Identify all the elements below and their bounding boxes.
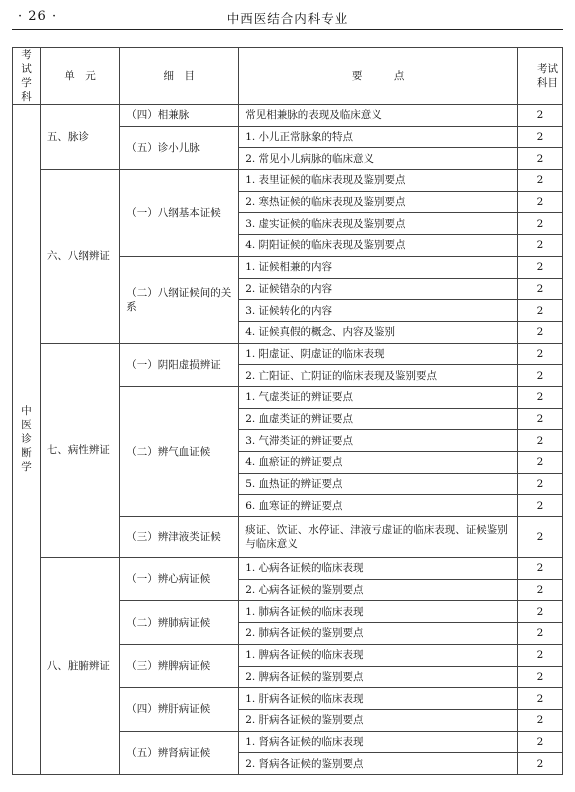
detail-cell: （四）辨肝病证候 bbox=[120, 688, 239, 731]
point-cell: 2. 肾病各证候的鉴别要点 bbox=[239, 753, 518, 775]
point-cell: 1. 气虚类证的辨证要点 bbox=[239, 386, 518, 408]
point-cell: 3. 气滞类证的辨证要点 bbox=[239, 430, 518, 452]
exam-cell: 2 bbox=[517, 709, 562, 731]
table-row bbox=[13, 170, 563, 192]
exam-cell: 2 bbox=[517, 321, 562, 343]
exam-cell: 2 bbox=[517, 365, 562, 387]
point-cell: 2. 心病各证候的鉴别要点 bbox=[239, 579, 518, 601]
detail-cell: （三）辨脾病证候 bbox=[120, 644, 239, 687]
exam-cell: 2 bbox=[517, 473, 562, 495]
exam-cell: 2 bbox=[517, 148, 562, 170]
point-cell: 2. 脾病各证候的鉴别要点 bbox=[239, 666, 518, 688]
detail-cell: （五）诊小儿脉 bbox=[120, 126, 239, 169]
point-cell: 1. 脾病各证候的临床表现 bbox=[239, 644, 518, 666]
unit-cell: 八、脏腑辨证 bbox=[40, 558, 119, 775]
point-cell: 3. 虚实证候的临床表现及鉴别要点 bbox=[239, 213, 518, 235]
point-cell: 痰证、饮证、水停证、津液亏虚证的临床表现、证候鉴别与临床意义 bbox=[239, 517, 518, 558]
unit-cell: 五、脉诊 bbox=[40, 105, 119, 170]
exam-cell: 2 bbox=[517, 213, 562, 235]
point-cell: 2. 证候错杂的内容 bbox=[239, 278, 518, 300]
exam-cell: 2 bbox=[517, 623, 562, 645]
point-cell: 6. 血寒证的辨证要点 bbox=[239, 495, 518, 517]
column-header-subject: 考试 学科 bbox=[13, 48, 41, 105]
column-header-exam: 考试 科目 bbox=[517, 48, 562, 105]
table-row bbox=[13, 343, 563, 365]
exam-cell: 2 bbox=[517, 495, 562, 517]
exam-cell: 2 bbox=[517, 408, 562, 430]
point-cell: 1. 证候相兼的内容 bbox=[239, 256, 518, 278]
point-cell: 2. 寒热证候的临床表现及鉴别要点 bbox=[239, 191, 518, 213]
detail-cell: （四）相兼脉 bbox=[120, 105, 239, 127]
point-cell: 2. 肝病各证候的鉴别要点 bbox=[239, 709, 518, 731]
exam-cell: 2 bbox=[517, 579, 562, 601]
point-cell: 1. 心病各证候的临床表现 bbox=[239, 558, 518, 580]
exam-cell: 2 bbox=[517, 731, 562, 753]
exam-cell: 2 bbox=[517, 191, 562, 213]
exam-cell: 2 bbox=[517, 430, 562, 452]
point-cell: 2. 亡阳证、亡阴证的临床表现及鉴别要点 bbox=[239, 365, 518, 387]
exam-cell: 2 bbox=[517, 386, 562, 408]
exam-cell: 2 bbox=[517, 666, 562, 688]
exam-cell: 2 bbox=[517, 105, 562, 127]
syllabus-table bbox=[12, 47, 563, 775]
subject-cell: 中 医 诊 断 学 bbox=[13, 105, 41, 775]
point-cell: 2. 常见小儿病脉的临床意义 bbox=[239, 148, 518, 170]
detail-cell: （三）辨津液类证候 bbox=[120, 517, 239, 558]
exam-cell: 2 bbox=[517, 170, 562, 192]
exam-cell: 2 bbox=[517, 601, 562, 623]
point-cell: 2. 肺病各证候的鉴别要点 bbox=[239, 623, 518, 645]
point-cell: 3. 证候转化的内容 bbox=[239, 300, 518, 322]
detail-cell: （一）八纲基本证候 bbox=[120, 170, 239, 257]
detail-cell: （五）辨肾病证候 bbox=[120, 731, 239, 774]
exam-cell: 2 bbox=[517, 452, 562, 474]
point-cell: 1. 肾病各证候的临床表现 bbox=[239, 731, 518, 753]
exam-cell: 2 bbox=[517, 278, 562, 300]
detail-cell: （二）辨气血证候 bbox=[120, 386, 239, 516]
column-header-detail: 细 目 bbox=[120, 48, 239, 105]
header-rule bbox=[12, 29, 563, 30]
exam-cell: 2 bbox=[517, 753, 562, 775]
exam-cell: 2 bbox=[517, 126, 562, 148]
point-cell: 4. 阴阳证候的临床表现及鉴别要点 bbox=[239, 235, 518, 257]
detail-cell: （一）阴阳虚损辨证 bbox=[120, 343, 239, 386]
point-cell: 4. 血瘀证的辨证要点 bbox=[239, 452, 518, 474]
unit-cell: 六、八纲辨证 bbox=[40, 170, 119, 344]
page-number: · 26 · bbox=[18, 9, 58, 24]
exam-cell: 2 bbox=[517, 688, 562, 710]
table-row bbox=[13, 105, 563, 127]
detail-cell: （二）八纲证候间的关系 bbox=[120, 256, 239, 343]
point-cell: 1. 肝病各证候的临床表现 bbox=[239, 688, 518, 710]
detail-cell: （一）辨心病证候 bbox=[120, 558, 239, 601]
exam-cell: 2 bbox=[517, 300, 562, 322]
point-cell: 1. 表里证候的临床表现及鉴别要点 bbox=[239, 170, 518, 192]
point-cell: 4. 证候真假的概念、内容及鉴别 bbox=[239, 321, 518, 343]
column-header-points: 要 点 bbox=[239, 48, 518, 105]
exam-cell: 2 bbox=[517, 256, 562, 278]
point-cell: 1. 阳虚证、阴虚证的临床表现 bbox=[239, 343, 518, 365]
table-row bbox=[13, 558, 563, 580]
point-cell: 1. 小儿正常脉象的特点 bbox=[239, 126, 518, 148]
point-cell: 1. 肺病各证候的临床表现 bbox=[239, 601, 518, 623]
point-cell: 5. 血热证的辨证要点 bbox=[239, 473, 518, 495]
exam-cell: 2 bbox=[517, 343, 562, 365]
page-header-title: 中西医结合内科专业 bbox=[226, 11, 349, 26]
exam-cell: 2 bbox=[517, 235, 562, 257]
exam-cell: 2 bbox=[517, 644, 562, 666]
exam-cell: 2 bbox=[517, 517, 562, 558]
exam-cell: 2 bbox=[517, 558, 562, 580]
point-cell: 2. 血虚类证的辨证要点 bbox=[239, 408, 518, 430]
point-cell: 常见相兼脉的表现及临床意义 bbox=[239, 105, 518, 127]
column-header-unit: 单 元 bbox=[40, 48, 119, 105]
detail-cell: （二）辨肺病证候 bbox=[120, 601, 239, 644]
unit-cell: 七、病性辨证 bbox=[40, 343, 119, 558]
